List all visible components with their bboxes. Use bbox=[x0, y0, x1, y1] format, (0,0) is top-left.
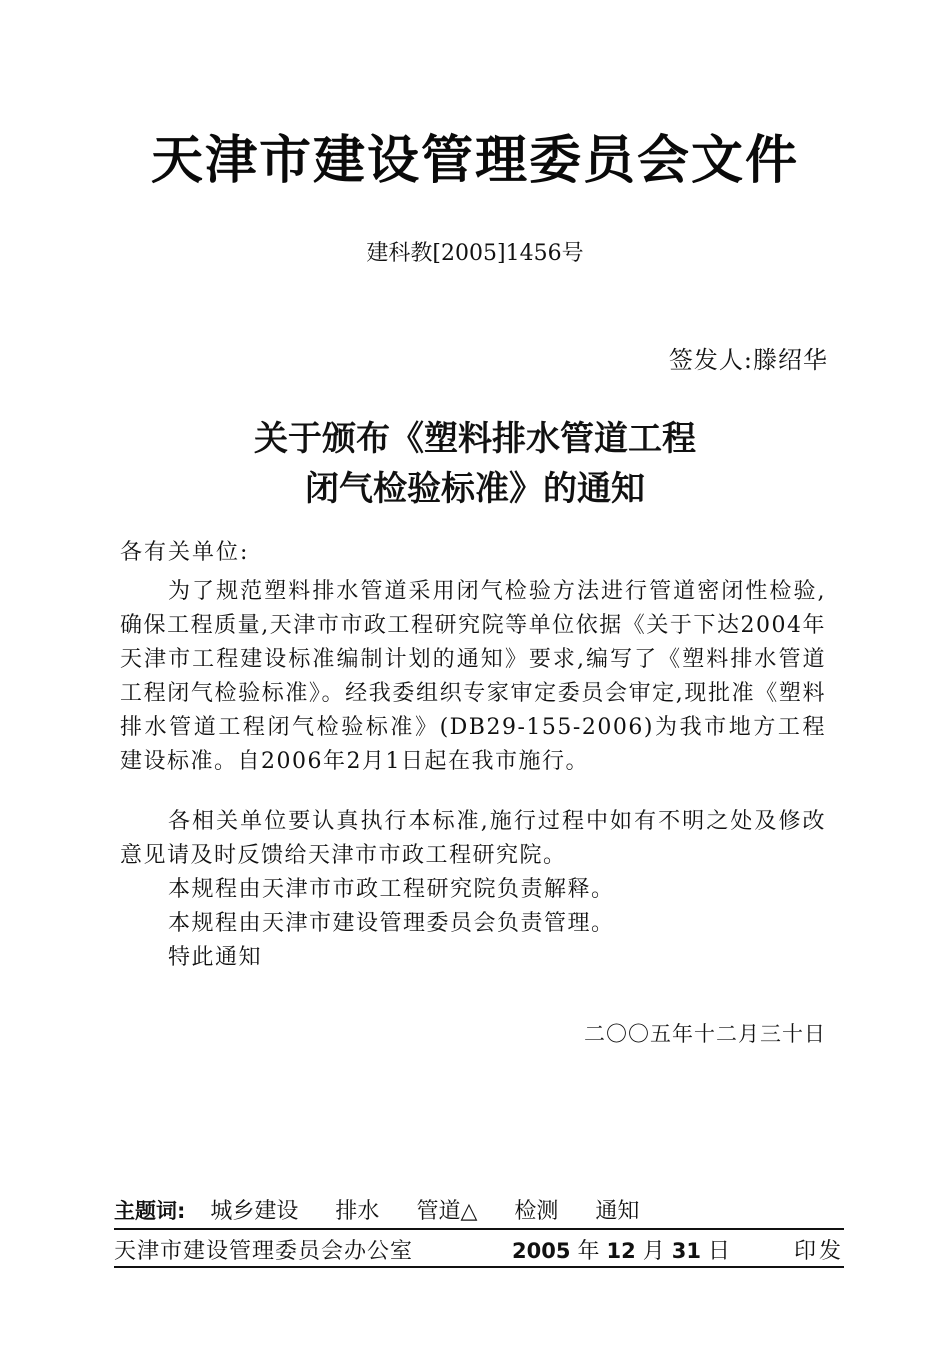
print-year: 2005 bbox=[512, 1239, 571, 1263]
keywords-label: 主题词: bbox=[114, 1199, 186, 1223]
signer-line: 签发人:滕绍华 bbox=[668, 346, 828, 374]
print-date bbox=[512, 1234, 730, 1265]
issuing-office: 天津市建设管理委员会办公室 bbox=[114, 1239, 414, 1264]
print-month-unit: 月 bbox=[642, 1239, 665, 1264]
salutation: 各有关单位: bbox=[120, 540, 250, 565]
document-number: 建科教[2005]1456号 bbox=[366, 241, 584, 266]
document-header-title: 天津市建设管理委员会文件 bbox=[150, 130, 799, 191]
body-paragraph-4: 本规程由天津市建设管理委员会负责管理。 bbox=[168, 911, 615, 936]
notice-heading-line-2: 闭气检验标准》的通知 bbox=[305, 469, 645, 509]
body-paragraph-2: 各相关单位要认真执行本标准,施行过程中如有不明之处及修改意见请及时反馈给天津市市政工程研究院。 bbox=[120, 809, 826, 868]
print-year-unit: 年 bbox=[577, 1239, 600, 1264]
keyword-item: 通知 bbox=[595, 1199, 640, 1224]
keyword-item: 排水 bbox=[335, 1199, 380, 1224]
body-paragraph-3: 本规程由天津市市政工程研究院负责解释。 bbox=[168, 877, 615, 902]
footer-divider-bottom bbox=[114, 1266, 844, 1268]
keyword-item: 城乡建设 bbox=[210, 1199, 299, 1224]
print-day-unit: 日 bbox=[707, 1239, 730, 1264]
keywords-list bbox=[210, 1194, 669, 1225]
print-label: 印发 bbox=[793, 1239, 844, 1264]
print-day: 31 bbox=[671, 1239, 701, 1263]
footer-divider-top bbox=[114, 1228, 844, 1230]
print-month: 12 bbox=[606, 1239, 636, 1263]
notice-heading bbox=[0, 414, 950, 514]
body-paragraph-1: 为了规范塑料排水管道采用闭气检验方法进行管道密闭性检验,确保工程质量,天津市市政工程研究院等单位依据《关于下达2004年天津市工程建设标准编制计划的通知》要求,编写了《塑料排水管道工程闭气检验标准》。经我委组织专家审定委员会审定,现批准《塑料排水管道工程闭气检验标准》(DB29-155-2006)为我市地方工程建设标准。自2006年2月1日起在我市施行。 bbox=[120, 579, 826, 774]
keywords-row bbox=[114, 1194, 844, 1225]
keyword-item: 管道△ bbox=[416, 1199, 478, 1224]
keyword-item: 检测 bbox=[514, 1199, 559, 1224]
notice-heading-line-1: 关于颁布《塑料排水管道工程 bbox=[254, 419, 696, 459]
issue-date: 二〇〇五年十二月三十日 bbox=[584, 1022, 826, 1046]
body-paragraph-5: 特此通知 bbox=[168, 945, 263, 970]
